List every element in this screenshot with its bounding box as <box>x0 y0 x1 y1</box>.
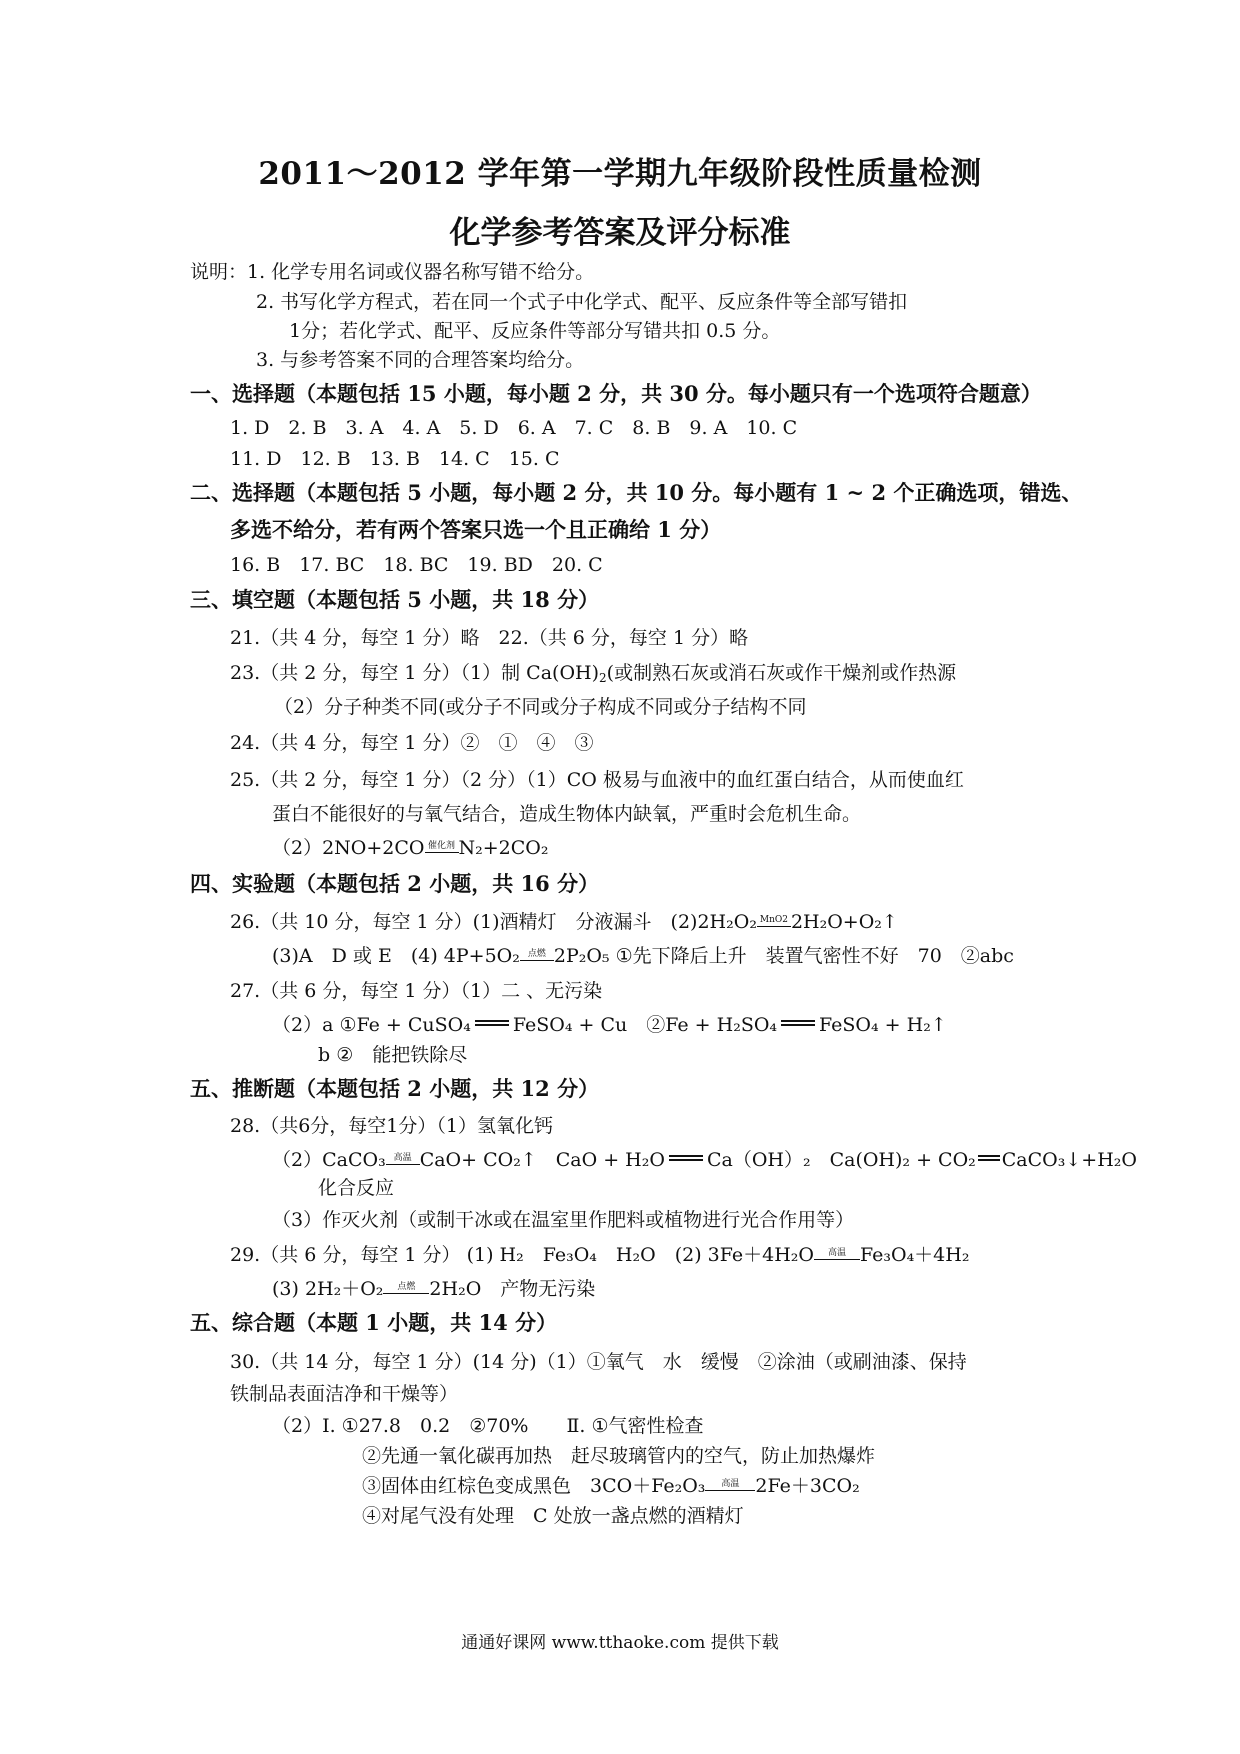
answer-28-2-part-2: CaO+ CO₂↑ CaO + H₂O <box>419 1149 665 1171</box>
section-1-answers-row-1: 1. D 2. B 3. A 4. A 5. D 6. A 7. C 8. B 9. A 10. C <box>230 417 798 439</box>
condition-label: 点燃 <box>397 1282 416 1292</box>
note-2-cont: 1分；若化学式、配平、反应条件等部分写错共扣 0.5 分。 <box>289 320 781 342</box>
answer-28-reaction-type: 化合反应 <box>318 1177 395 1199</box>
answer-30-1-cont: 铁制品表面洁净和干燥等） <box>230 1383 459 1405</box>
answer-23-1 <box>230 661 956 685</box>
answer-25-1: 25.（共 2 分，每空 1 分）（2 分）（1）CO 极易与血液中的血红蛋白结合，从而使血红 <box>230 769 964 791</box>
section-3-heading: 三、填空题（本题包括 5 小题，共 18 分） <box>190 587 600 612</box>
answer-24: 24.（共 4 分，每空 1 分）② ① ④ ③ <box>230 732 594 754</box>
answer-29-1-post: Fe₃O₄＋4H₂ <box>859 1244 970 1266</box>
section-5-heading: 五、推断题（本题包括 2 小题，共 12 分） <box>190 1076 600 1101</box>
answer-26-1-post: 2H₂O+O₂↑ <box>790 911 898 933</box>
section-1-heading: 一、选择题（本题包括 15 小题，每小题 2 分，共 30 分。每小题只有一个选项符合题意） <box>190 381 1042 406</box>
answer-30-1: 30.（共 14 分，每空 1 分）(14 分)（1）①氧气 水 缓慢 ②涂油（或刷油漆、保持 <box>230 1351 967 1373</box>
answer-27-2-part-3: FeSO₄ + H₂↑ <box>819 1014 947 1036</box>
section-2-heading: 二、选择题（本题包括 5 小题，每小题 2 分，共 10 分。每小题有 1 ~ 2 个正确选项，错选、 <box>190 480 1083 505</box>
answer-25-1-cont: 蛋白不能很好的与氧气结合，造成生物体内缺氧，严重时会危机生命。 <box>272 803 862 825</box>
answer-26-1-pre: 26.（共 10 分，每空 1 分）(1)酒精灯 分液漏斗 (2)2H₂O₂ <box>230 911 757 933</box>
reaction-condition-arrow <box>520 950 554 961</box>
answer-23-2: （2）分子种类不同(或分子不同或分子构成不同或分子结构不同 <box>274 696 807 718</box>
subscript-2: 2 <box>599 671 607 685</box>
page-title: 2011～2012 学年第一学期九年级阶段性质量检测 <box>258 156 982 192</box>
reaction-condition-arrow <box>814 1249 860 1260</box>
equals-sign <box>669 1155 703 1161</box>
answer-26-2-post: 2P₂O₅ ①先下降后上升 装置气密性不好 70 ②abc <box>553 945 1014 967</box>
answer-29-3 <box>272 1277 595 1301</box>
answer-27-2-part-1: （2）a ①Fe + CuSO₄ <box>272 1014 471 1036</box>
answer-26-2-pre: (3)A D 或 E (4) 4P+5O₂ <box>272 945 520 967</box>
answer-21-22: 21.（共 4 分，每空 1 分）略 22.（共 6 分，每空 1 分）略 <box>230 627 749 649</box>
condition-label: 点燃 <box>527 949 546 959</box>
answer-26-1 <box>230 910 898 934</box>
answer-29-3-post: 2H₂O 产物无污染 <box>429 1278 596 1300</box>
answer-28-2 <box>272 1148 1137 1172</box>
answer-28-2-part-1: （2）CaCO₃ <box>272 1149 386 1171</box>
answer-30-2: （2）Ⅰ. ①27.8 0.2 ②70% Ⅱ. ①气密性检查 <box>272 1415 704 1437</box>
equals-sign <box>978 1155 1000 1161</box>
reaction-condition-arrow <box>757 916 791 927</box>
section-2-answers: 16. B 17. BC 18. BC 19. BD 20. C <box>230 554 603 576</box>
answer-28-2-part-4: CaCO₃↓+H₂O <box>1001 1149 1137 1171</box>
answer-30-2-step-2: ②先通一氧化碳再加热 赶尽玻璃管内的空气，防止加热爆炸 <box>362 1445 876 1467</box>
answer-29-3-pre: (3) 2H₂＋O₂ <box>272 1278 384 1300</box>
condition-label: 高温 <box>827 1248 846 1258</box>
section-2-heading-cont: 多选不给分，若有两个答案只选一个且正确给 1 分） <box>230 517 722 542</box>
reaction-condition-arrow <box>386 1154 420 1165</box>
answer-23-1-pre: 23.（共 2 分，每空 1 分）（1）制 Ca(OH) <box>230 662 600 684</box>
answer-30-2-step-3-post: 2Fe＋3CO₂ <box>755 1475 860 1497</box>
answer-29-1 <box>230 1243 969 1267</box>
condition-label: MnO2 <box>759 915 788 925</box>
reaction-condition-arrow <box>705 1480 755 1491</box>
condition-label: 高温 <box>393 1153 412 1163</box>
answer-23-1-post: (或制熟石灰或消石灰或作干燥剂或作热源 <box>606 662 957 684</box>
answer-25-2 <box>272 836 549 860</box>
reaction-condition-arrow <box>425 842 459 853</box>
answer-25-2-post: N₂+2CO₂ <box>458 837 549 859</box>
page-footer: 通通好课网 www.tthaoke.com 提供下载 <box>461 1633 779 1653</box>
equals-sign <box>475 1020 509 1026</box>
section-1-answers-row-2: 11. D 12. B 13. B 14. C 15. C <box>230 448 560 470</box>
condition-label: 催化剂 <box>428 841 456 851</box>
note-3: 3. 与参考答案不同的合理答案均给分。 <box>256 349 585 371</box>
page-subtitle: 化学参考答案及评分标准 <box>449 215 791 251</box>
answer-28-1: 28.（共6分，每空1分）（1）氢氧化钙 <box>230 1115 553 1137</box>
answer-27-2 <box>272 1013 947 1037</box>
condition-label: 高温 <box>721 1479 740 1489</box>
answer-27-1: 27.（共 6 分，每空 1 分）（1）二 、无污染 <box>230 980 603 1002</box>
note-1: 说明：1. 化学专用名词或仪器名称写错不给分。 <box>190 261 595 283</box>
equals-sign <box>781 1020 815 1026</box>
reaction-condition-arrow <box>383 1283 429 1294</box>
note-2: 2. 书写化学方程式，若在同一个式子中化学式、配平、反应条件等全部写错扣 <box>256 291 908 313</box>
answer-26-2 <box>272 944 1014 968</box>
answer-27-2-part-2: FeSO₄ + Cu ②Fe + H₂SO₄ <box>512 1014 778 1036</box>
answer-28-2-part-3: Ca（OH）₂ Ca(OH)₂ + CO₂ <box>706 1149 976 1171</box>
section-6-heading: 五、综合题（本题 1 小题，共 14 分） <box>190 1310 558 1335</box>
answer-28-3: （3）作灭火剂（或制干冰或在温室里作肥料或植物进行光合作用等） <box>272 1209 855 1231</box>
answer-27-2-b: b ② 能把铁除尽 <box>318 1044 468 1066</box>
answer-30-2-step-3 <box>362 1474 860 1498</box>
answer-30-2-step-4: ④对尾气没有处理 C 处放一盏点燃的酒精灯 <box>362 1505 744 1527</box>
answer-25-2-pre: （2）2NO+2CO <box>272 837 425 859</box>
answer-30-2-step-3-pre: ③固体由红棕色变成黑色 3CO＋Fe₂O₃ <box>362 1475 706 1497</box>
answer-29-1-pre: 29.（共 6 分，每空 1 分） (1) H₂ Fe₃O₄ H₂O (2) 3Fe＋4H₂O <box>230 1244 814 1266</box>
section-4-heading: 四、实验题（本题包括 2 小题，共 16 分） <box>190 871 600 896</box>
